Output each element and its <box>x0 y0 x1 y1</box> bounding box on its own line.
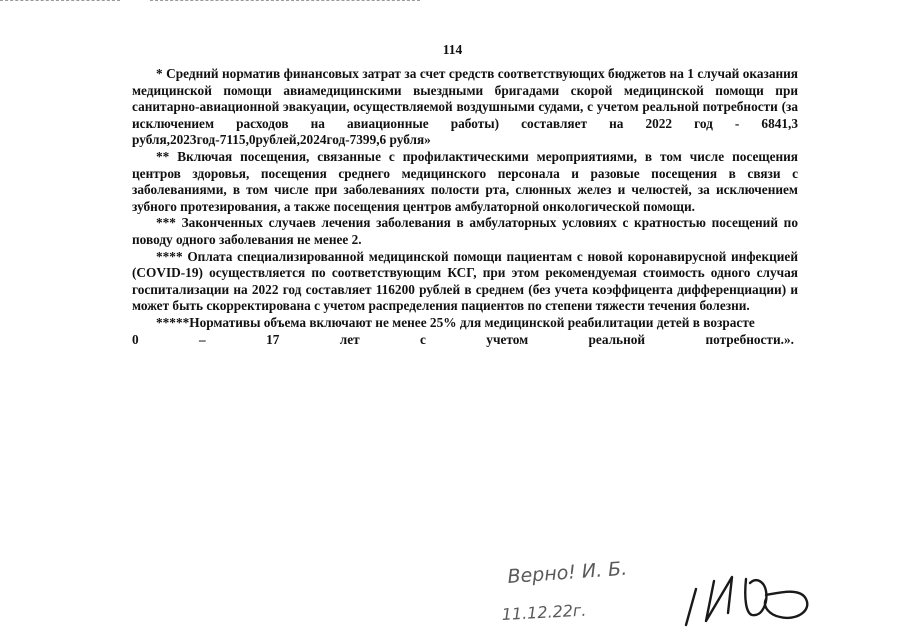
page-number: 114 <box>442 42 463 57</box>
footnote-completed-cases: *** Законченных случаев лечения заболевания в амбулаторных условиях с кратностью посещений по поводу одного заболевания не менее 2. <box>132 215 798 247</box>
signature-stroke <box>745 579 807 618</box>
scan-edge-mark <box>0 0 120 3</box>
footnote-visits: ** Включая посещения, связанные с профилактическими мероприятиями, в том числе посещения центров здоровья, посещения среднего медицинского персонала и разовые посещения в связи с заболеваниями, в том числе при заболеваниях полости рта, слюнных желез и челюстей, за исключением зубного протезирования, а также посещения центров амбулаторной онкологической помощи. <box>132 148 798 214</box>
last-line-word: с <box>420 331 426 347</box>
last-line-word: 0 <box>132 331 139 347</box>
last-line-word: лет <box>339 331 360 347</box>
footnote-covid-payment: **** Оплата специализированной медицинской помощи пациентам с новой коронавирусной инфекцией (COVID-19) осуществляется по соответствующим КСГ, при этом рекомендуемая стоимость одного случая госпитализации на 2022 год составляет 116200 рублей в среднем (без учета коэффицента дифференциации) и может быть скорректирована с учетом распределения пациентов по степени тяжести течения болезни. <box>132 248 798 314</box>
footnote-rehabilitation <box>132 315 798 332</box>
footnote-aviation-cost: * Средний норматив финансовых затрат за счет средств соответствующих бюджетов на 1 случай оказания медицинской помощи авиамедицинскими выездными бригадами скорой медицинской помощи при санитарно-авиационной эвакуации, осуществляемой воздушными судами, с учетом реальной потребности (за исключением расходов на авиационные работы) составляет на 2022 год - 6841,3 рубля,2023год-7115,0рублей,2024год-7399,6 рубля» <box>132 66 798 148</box>
handwritten-certification <box>500 555 820 635</box>
handwritten-signature-drawing <box>500 555 820 635</box>
last-line-word: учетом <box>486 331 529 347</box>
footnote-rehabilitation-last-line <box>132 332 798 349</box>
last-line-word: 17 <box>266 331 280 347</box>
last-line-word: потребности.». <box>705 331 794 347</box>
signature-stroke <box>686 589 696 625</box>
signature-stroke <box>706 577 732 621</box>
last-line-word: реальной <box>588 331 646 347</box>
handwritten-date: 11.12.22г. <box>501 600 587 624</box>
document-body <box>132 66 798 348</box>
last-line-word: – <box>199 331 206 347</box>
footnote-rehabilitation-text: *****Нормативы объема включают не менее 25% для медицинской реабилитации детей в возрасте <box>156 314 755 330</box>
handwritten-certified-note: Верно! И. Б. <box>506 557 628 588</box>
scan-edge-mark <box>150 0 420 3</box>
